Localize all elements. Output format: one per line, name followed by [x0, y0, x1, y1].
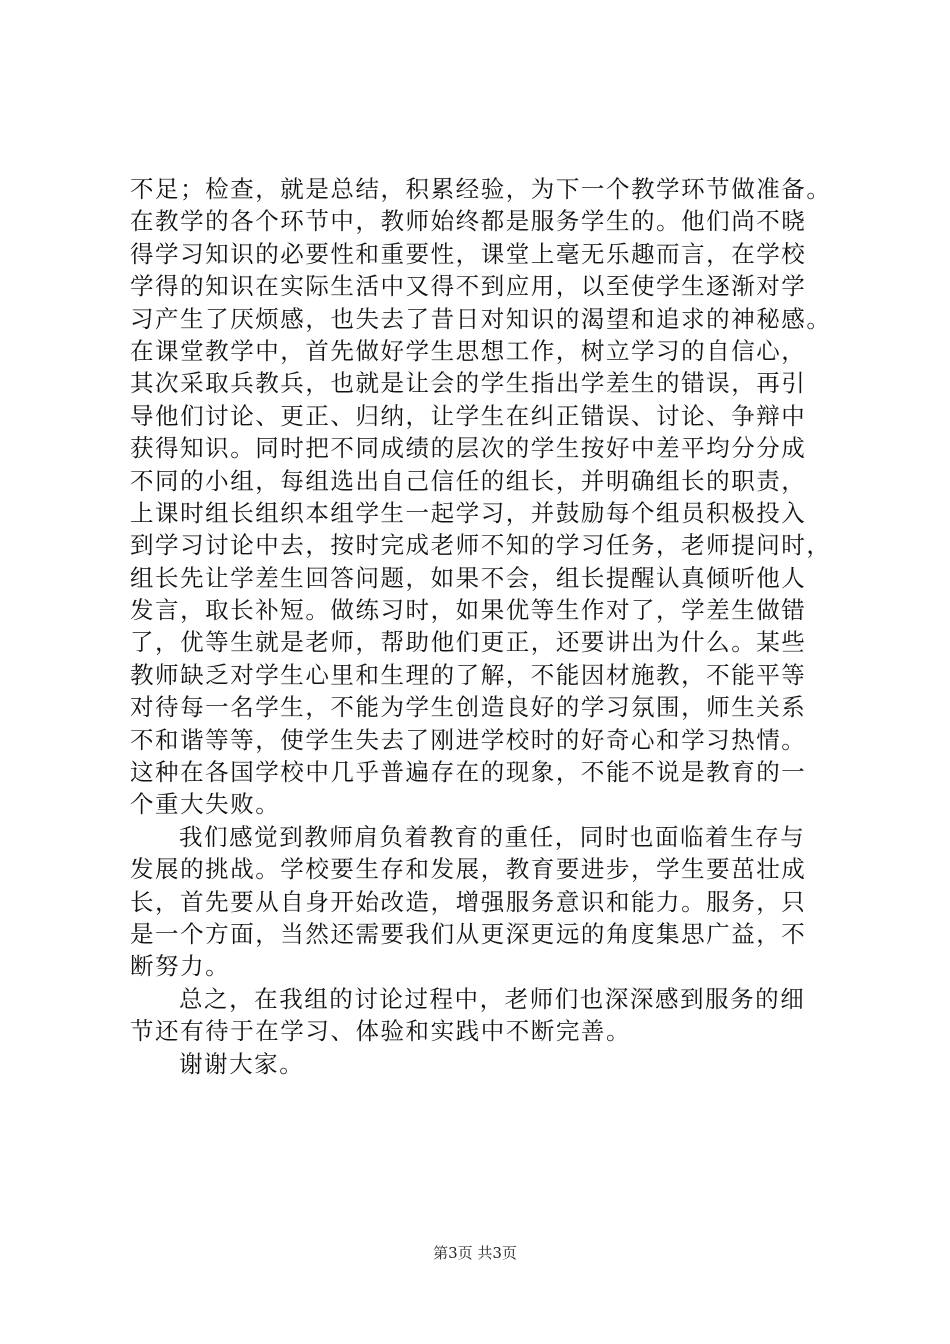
text-line: 学得的知识在实际生活中又得不到应用，以至使学生逐渐对学	[130, 272, 807, 301]
text-line: 习产生了厌烦感，也失去了昔日对知识的渴望和追求的神秘感。	[130, 304, 832, 333]
text-line: 不和谐等等，使学生失去了刚进学校时的好奇心和学习热情。	[130, 725, 807, 754]
text-line: 断努力。	[130, 952, 231, 981]
text-line: 节还有待于在学习、体验和实践中不断完善。	[130, 1017, 631, 1046]
text-line: 不足；检查，就是总结，积累经验，为下一个教学环节做准备。	[130, 175, 832, 203]
text-line: 在教学的各个环节中，教师始终都是服务学生的。他们尚不晓	[130, 207, 807, 236]
text-line: 其次采取兵教兵，也就是让会的学生指出学差生的错误，再引	[130, 369, 807, 398]
text-line: 长，首先要从自身开始改造，增强服务意识和能力。服务，只	[130, 887, 807, 916]
text-line: 对待每一名学生，不能为学生创造良好的学习氛围，师生关系	[130, 693, 807, 722]
text-line: 导他们讨论、更正、归纳，让学生在纠正错误、讨论、争辩中	[130, 401, 807, 430]
text-line: 发展的挑战。学校要生存和发展，教育要进步，学生要茁壮成	[130, 855, 807, 884]
body-text	[130, 173, 830, 1080]
text-line: 教师缺乏对学生心里和生理的了解，不能因材施教，不能平等	[130, 660, 807, 689]
text-line: 个重大失败。	[130, 790, 281, 819]
text-line: 到学习讨论中去，按时完成老师不知的学习任务，老师提问时，	[130, 531, 832, 560]
text-line: 发言，取长补短。做练习时，如果优等生作对了，学差生做错	[130, 596, 807, 625]
text-line: 组长先让学差生回答问题，如果不会，组长提醒认真倾听他人	[130, 563, 807, 592]
text-line: 上课时组长组织本组学生一起学习，并鼓励每个组员积极投入	[130, 498, 807, 527]
text-line: 获得知识。同时把不同成绩的层次的学生按好中差平均分分成	[130, 434, 807, 463]
page-footer: 第3页 共3页	[433, 1244, 517, 1262]
text-line: 不同的小组，每组选出自己信任的组长，并明确组长的职责，	[130, 466, 807, 495]
text-line: 是一个方面，当然还需要我们从更深更远的角度集思广益，不	[130, 919, 807, 948]
text-line: 了，优等生就是老师，帮助他们更正，还要讲出为什么。某些	[130, 628, 807, 657]
text-line: 得学习知识的必要性和重要性，课堂上毫无乐趣而言，在学校	[130, 239, 807, 268]
text-line: 总之，在我组的讨论过程中，老师们也深深感到服务的细	[179, 984, 806, 1013]
text-line: 我们感觉到教师肩负着教育的重任，同时也面临着生存与	[179, 822, 806, 851]
text-line: 在课堂教学中，首先做好学生思想工作，树立学习的自信心，	[130, 336, 807, 365]
text-line: 谢谢大家。	[179, 1049, 305, 1078]
text-line: 这种在各国学校中几乎普遍存在的现象，不能不说是教育的一	[130, 758, 807, 787]
